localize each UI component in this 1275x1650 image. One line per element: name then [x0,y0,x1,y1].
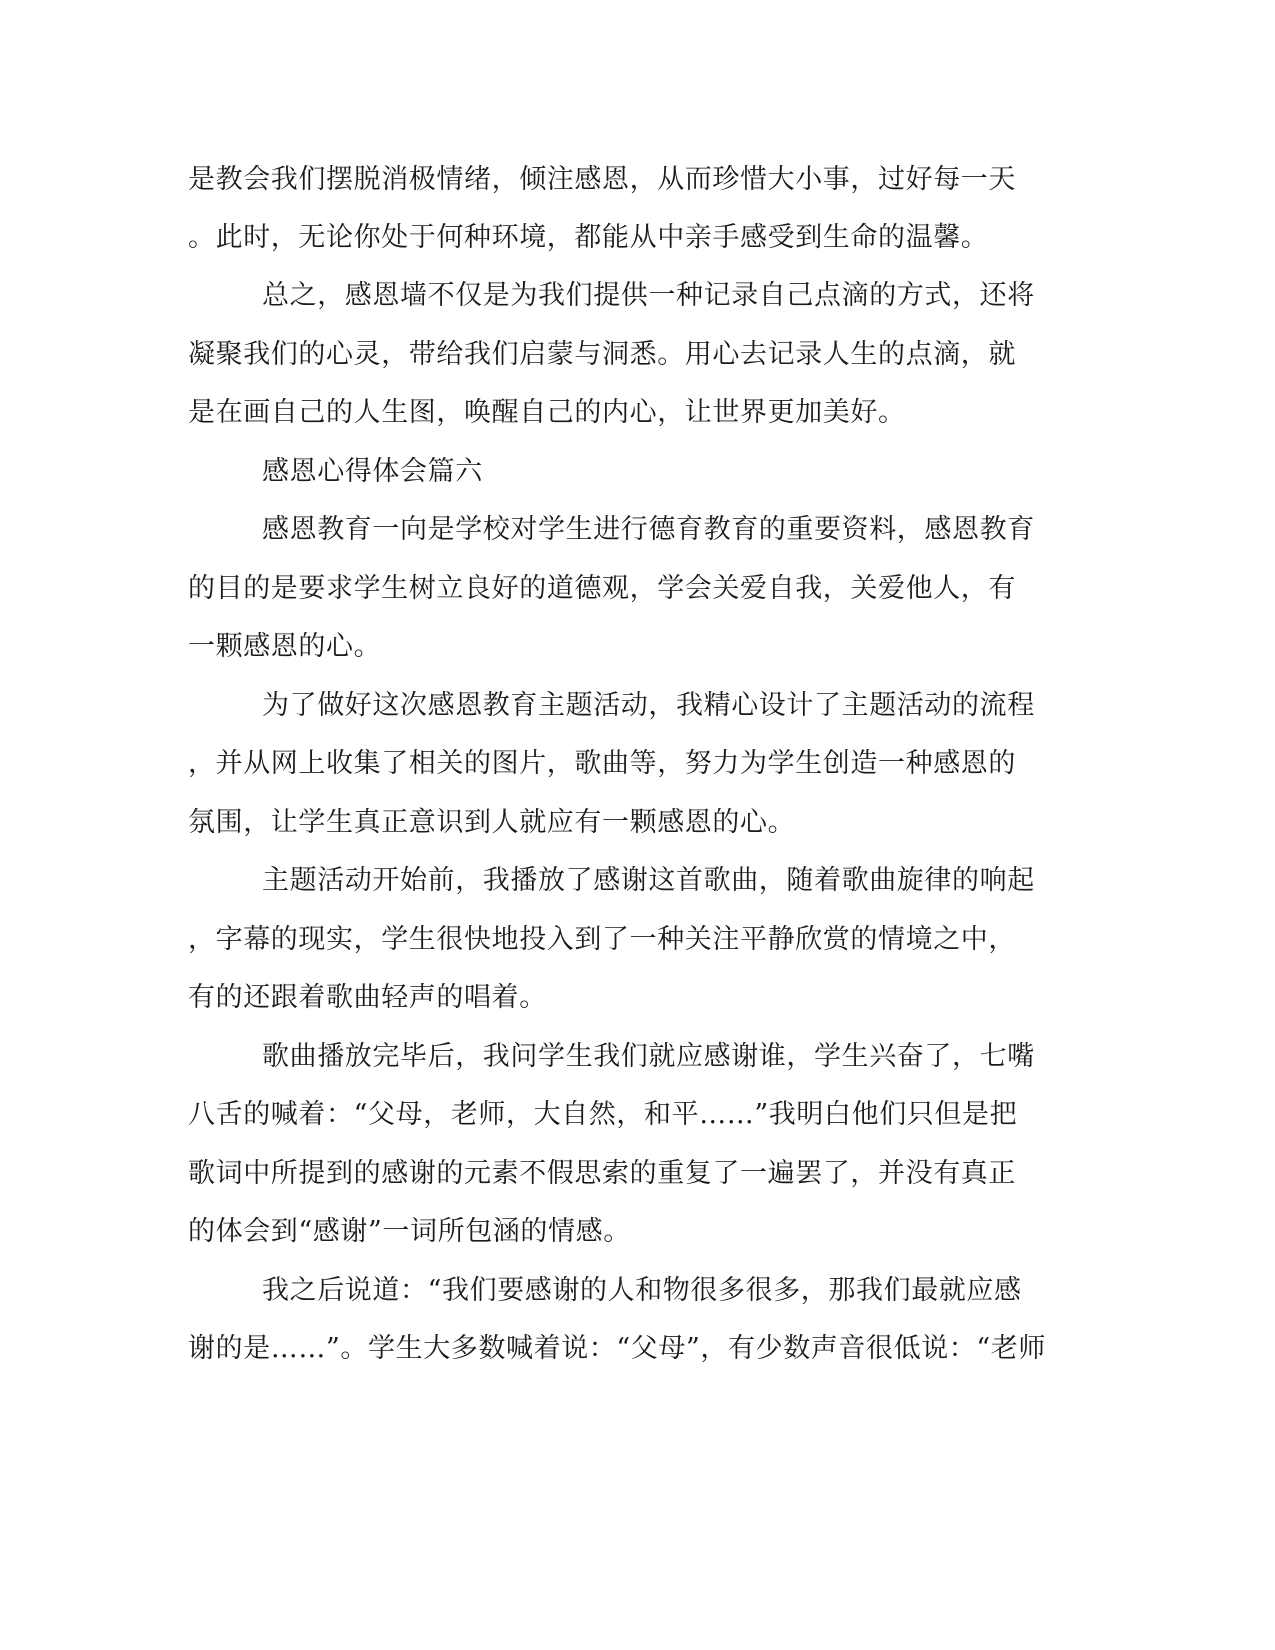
text-line: ，字幕的现实，学生很快地投入到了一种关注平静欣赏的情境之中， [188,924,1016,955]
text-line: 。此时，无论你处于何种环境，都能从中亲手感受到生命的温馨。 [188,222,989,253]
text-line: 一颗感恩的心。 [188,631,382,662]
text-line: 八舌的喊着：“父母，老师，大自然，和平……”我明白他们只但是把 [188,1099,1018,1130]
text-line: 凝聚我们的心灵，带给我们启蒙与洞悉。用心去记录人生的点滴，就 [188,339,1016,370]
text-line: 谢的是……”。学生大多数喊着说：“父母”，有少数声音很低说：“老师 [188,1333,1047,1364]
text-line: 是教会我们摆脱消极情绪，倾注感恩，从而珍惜大小事，过好每一天 [188,164,1016,195]
section-heading: 感恩心得体会篇六 [262,456,483,487]
text-line: 有的还跟着歌曲轻声的唱着。 [188,982,547,1013]
text-line: 歌词中所提到的感谢的元素不假思索的重复了一遍罢了，并没有真正 [188,1158,1016,1189]
paragraph-first-line: 我之后说道：“我们要感谢的人和物很多很多，那我们最就应感 [262,1275,1022,1306]
text-line: ，并从网上收集了相关的图片，歌曲等，努力为学生创造一种感恩的 [188,748,1016,779]
text-line: 氛围，让学生真正意识到人就应有一颗感恩的心。 [188,807,796,838]
paragraph-first-line: 总之，感恩墙不仅是为我们提供一种记录自己点滴的方式，还将 [262,280,1035,311]
text-line: 的目的是要求学生树立良好的道德观，学会关爱自我，关爱他人，有 [188,573,1016,604]
paragraph-first-line: 主题活动开始前，我播放了感谢这首歌曲，随着歌曲旋律的响起 [262,865,1035,896]
paragraph-first-line: 为了做好这次感恩教育主题活动，我精心设计了主题活动的流程 [262,690,1035,721]
paragraph-first-line: 感恩教育一向是学校对学生进行德育教育的重要资料，感恩教育 [262,514,1035,545]
paragraph-first-line: 歌曲播放完毕后，我问学生我们就应感谢谁，学生兴奋了，七嘴 [262,1041,1035,1072]
text-line: 是在画自己的人生图，唤醒自己的内心，让世界更加美好。 [188,397,906,428]
text-line: 的体会到“感谢”一词所包涵的情感。 [188,1216,631,1247]
